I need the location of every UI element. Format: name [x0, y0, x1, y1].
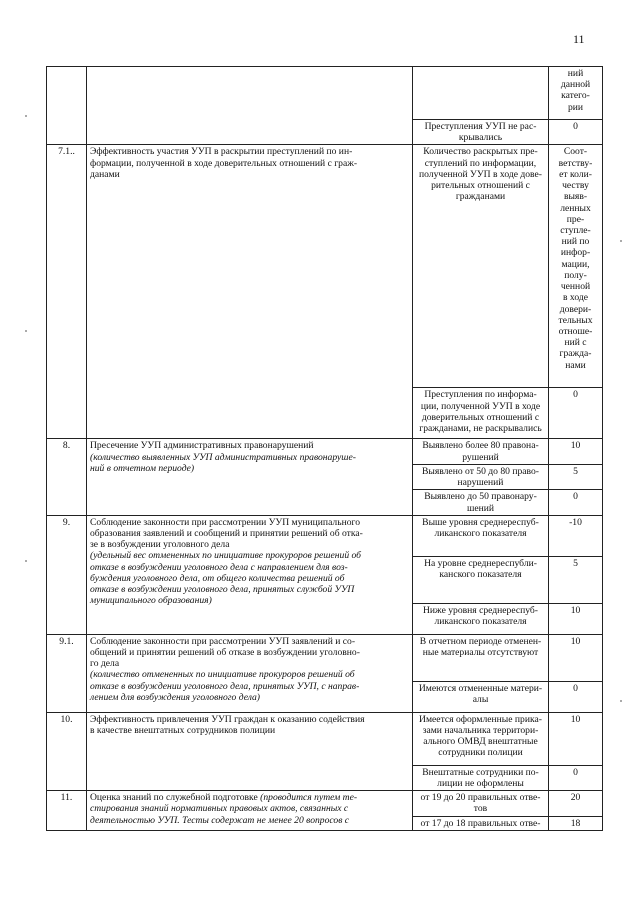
row-description: [87, 67, 413, 145]
row-number: 9.1.: [47, 634, 87, 712]
row-number: 11.: [47, 791, 87, 831]
score-cell: Соот- ветству- ет коли- честву выяв- ленных пре- ступле- ний по инфор- мации, полу- ченной в ходе довери- тельных отноше- ний с гражда- нами: [549, 145, 603, 388]
criterion-cell: Выявлено более 80 правона- рушений: [413, 439, 549, 464]
row-description: Соблюдение законности при рассмотрении УУП муниципального образования заявлений и сообщений и принятии решений об отка- зе в возбуждении уголовного дела (удельный вес отмененных по инициативе прокуроров решений об отказе в возбуждении уголовного дела с направлением для воз- буждения уголовного дела, от общего количества решений об отказе в возбуждении уголовного дела, принятых службой УУП муниципального образования): [87, 515, 413, 634]
criterion-cell: от 19 до 20 правильных отве- тов: [413, 791, 549, 816]
table-row: [47, 67, 603, 120]
table-row: [47, 439, 603, 464]
criteria-table: [46, 66, 603, 831]
page-number: 11: [573, 32, 585, 46]
score-cell: ний данной катего- рии: [549, 67, 603, 120]
criterion-cell: Преступления УУП не рас- крывались: [413, 120, 549, 145]
row-number: 8.: [47, 439, 87, 515]
criterion-cell: Ниже уровня среднереспуб- ликанского показателя: [413, 603, 549, 634]
row-description: Пресечение УУП административных правонарушений (количество выявленных УУП административных правонаруше- ний в отчетном периоде): [87, 439, 413, 515]
criterion-cell: На уровне среднереспубли- канского показателя: [413, 556, 549, 603]
table-row: [47, 634, 603, 681]
criterion-cell: от 17 до 18 правильных отве-: [413, 816, 549, 830]
row-description: Оценка знаний по служебной подготовке (проводится путем те- стирования знаний нормативных правовых актов, связанных с деятельностью УУП. Тесты содержат не менее 20 вопросов с: [87, 791, 413, 831]
scan-speck: [620, 240, 622, 242]
score-cell: 0: [549, 765, 603, 790]
criterion-cell: Внештатные сотрудники по- лиции не оформлены: [413, 765, 549, 790]
score-cell: 10: [549, 603, 603, 634]
criterion-cell: Количество раскрытых пре- ступлений по информации, полученной УУП в ходе дове- рительных отношений с гражданами: [413, 145, 549, 388]
criterion-cell: Выявлено от 50 до 80 право- нарушений: [413, 464, 549, 489]
row-number: [47, 67, 87, 145]
criterion-cell: [413, 67, 549, 120]
score-cell: -10: [549, 515, 603, 556]
criterion-cell: Имеется оформленные прика- зами начальника территори- ального ОМВД внештатные сотрудники полиции: [413, 712, 549, 765]
score-cell: 20: [549, 791, 603, 816]
criterion-cell: Выявлено до 50 правонару- шений: [413, 490, 549, 515]
row-number: 10.: [47, 712, 87, 790]
score-cell: 0: [549, 681, 603, 712]
table-row: [47, 515, 603, 556]
row-description: Эффективность привлечения УУП граждан к оказанию содействия в качестве внештатных сотрудников полиции: [87, 712, 413, 790]
scan-speck: [25, 560, 27, 562]
scan-speck: [25, 115, 27, 117]
score-cell: 5: [549, 556, 603, 603]
table-row: [47, 712, 603, 765]
table-row: [47, 791, 603, 816]
score-cell: 0: [549, 388, 603, 439]
score-cell: 0: [549, 490, 603, 515]
table-row: [47, 145, 603, 388]
criterion-cell: Выше уровня среднереспуб- ликанского показателя: [413, 515, 549, 556]
criterion-cell: Преступления по информа- ции, полученной УУП в ходе доверительных отношений с гражданами, не раскрывались: [413, 388, 549, 439]
criterion-cell: В отчетном периоде отменен- ные материалы отсутствуют: [413, 634, 549, 681]
score-cell: 10: [549, 439, 603, 464]
score-cell: 5: [549, 464, 603, 489]
scan-speck: [620, 700, 622, 702]
row-number: 9.: [47, 515, 87, 634]
row-description: Эффективность участия УУП в раскрытии преступлений по ин- формации, полученной в ходе доверительных отношений с граж- данами: [87, 145, 413, 439]
row-description: Соблюдение законности при рассмотрении УУП заявлений и со- общений и принятии решений об отказе в возбуждении уголовно- го дела (количество отмененных по инициативе прокуроров решений об отказе в возбуждении уголовного дела, принятых УУП, с направ- лением для возбуждения уголовного дела): [87, 634, 413, 712]
score-cell: 0: [549, 120, 603, 145]
row-number: 7.1..: [47, 145, 87, 439]
score-cell: 10: [549, 712, 603, 765]
score-cell: 18: [549, 816, 603, 830]
score-cell: 10: [549, 634, 603, 681]
criterion-cell: Имеются отмененные матери- алы: [413, 681, 549, 712]
scan-speck: [25, 330, 27, 332]
